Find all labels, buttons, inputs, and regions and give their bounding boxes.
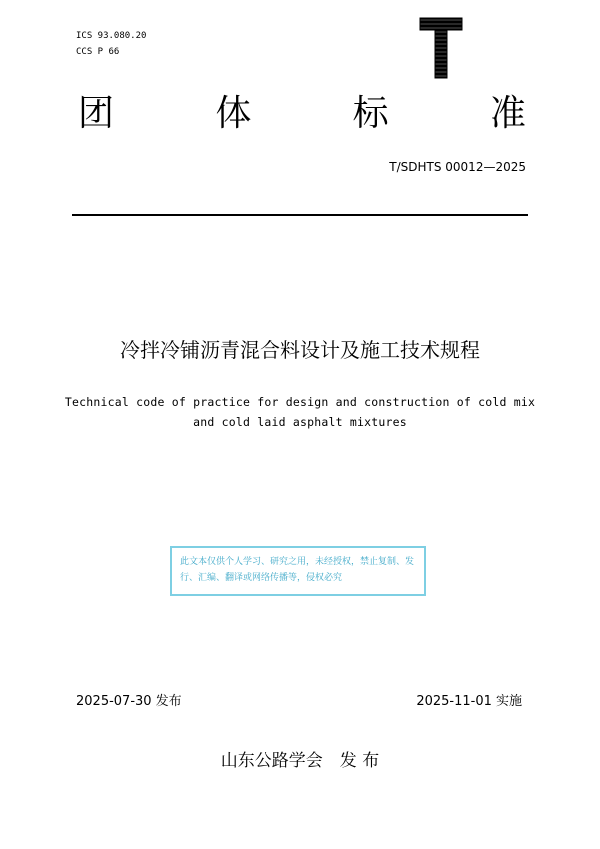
title-chinese: 冷拌冷铺沥青混合料设计及施工技术规程 [120, 338, 480, 362]
issuing-organization: 山东公路学会 发 布 [220, 751, 380, 771]
title-english-line1: Technical code of practice for design and construction of cold mix [64, 395, 536, 409]
type-char-1: 团 [78, 93, 115, 134]
ics-code: ICS 93.080.20 [76, 31, 147, 41]
group-standard-t-logo [418, 14, 464, 82]
type-char-3: 标 [352, 93, 389, 134]
implement-date: 2025-11-01 实施 [416, 694, 522, 709]
type-char-4: 准 [489, 93, 526, 134]
title-english-line2: and cold laid asphalt mixtures [193, 415, 407, 429]
title-english [40, 392, 560, 432]
publish-date: 2025-07-30 发布 [76, 694, 182, 709]
header-divider [72, 214, 528, 216]
copyright-notice-stamp: 此文本仅供个人学习、研究之用，未经授权，禁止复制、发行、汇编、翻译或网络传播等，侵权必究 [170, 546, 426, 596]
ccs-code: CCS P 66 [76, 47, 120, 57]
standard-number: T/SDHTS 00012—2025 [389, 160, 526, 174]
type-char-2: 体 [215, 93, 252, 134]
standard-type-title [78, 92, 526, 136]
